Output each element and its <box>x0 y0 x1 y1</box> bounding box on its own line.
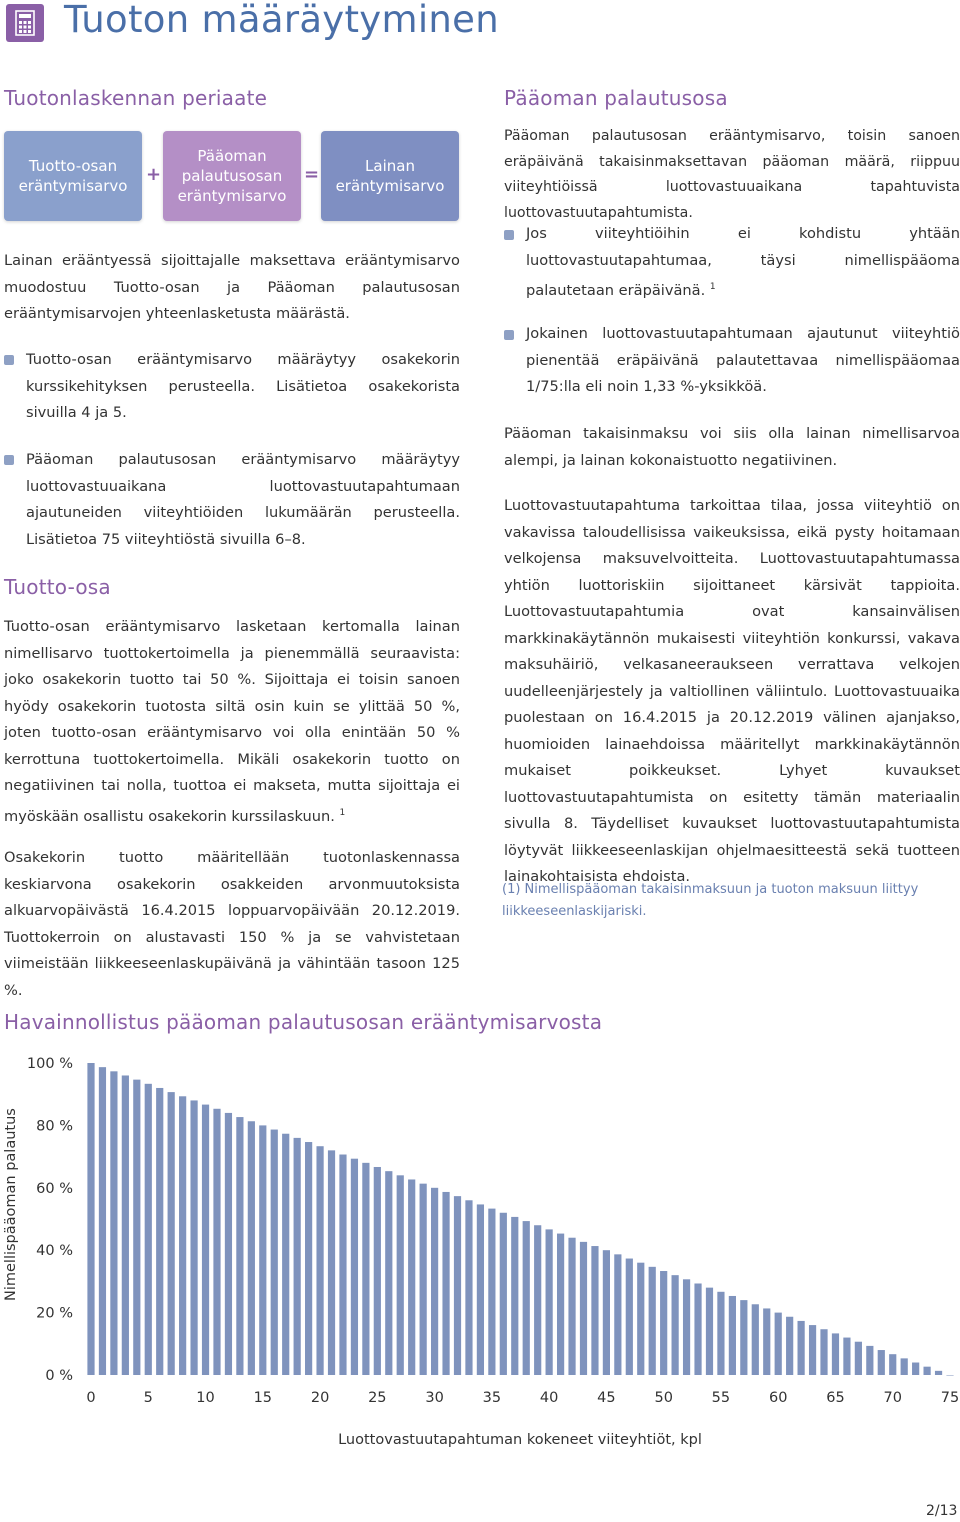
chart-bar <box>866 1346 873 1375</box>
chart-bar <box>477 1204 484 1375</box>
bullet-paaoma-text: Pääoman palautusosan erääntymisarvo määräytyy luottovastuuaikana luottovastuutapahtumaan ajautuneiden viiteyhtiöiden lukumäärän perusteella. Lisätietoa 75 viiteyhtiöstä sivuilla 6–8. <box>26 451 460 548</box>
chart-bar <box>546 1229 553 1375</box>
intro-paragraph: Lainan erääntyessä sijoittajalle maksettava erääntymisarvo muodostuu Tuotto-osan ja Pääoman palautusosan erääntymisarvojen yhteenlasketusta määrästä. <box>4 252 460 322</box>
chart-bar <box>717 1292 724 1375</box>
x-tick-label: 40 <box>539 1390 559 1406</box>
chart-bar <box>786 1317 793 1375</box>
chart-bar <box>248 1121 255 1375</box>
chart-bar <box>580 1242 587 1375</box>
chart-bar <box>660 1271 667 1375</box>
bullet-each-event: Jokainen luottovastuutapahtumaan ajautunut viiteyhtiö pienentää eräpäivänä palautettavaa nimellispääomaa 1/75:lla eli noin 1,33 %-yksikköä. <box>526 325 960 395</box>
footnote-ref: 1 <box>339 807 346 818</box>
chart-bar <box>156 1088 163 1375</box>
chart-bar <box>225 1113 232 1375</box>
chart-bar <box>213 1109 220 1375</box>
x-tick-label: 55 <box>711 1390 731 1406</box>
bullet-no-events-text: Jos viiteyhtiöihin ei kohdistu yhtään luottovastuutapahtumaa, täysi nimellispääoma palautetaan eräpäivänä. <box>526 225 960 299</box>
x-tick-label: 75 <box>940 1390 960 1406</box>
y-tick-label: 40 % <box>36 1243 73 1260</box>
chart-bar <box>775 1313 782 1375</box>
chart-bar <box>202 1105 209 1375</box>
equals-sign: = <box>304 164 320 185</box>
chart-bar <box>534 1225 541 1375</box>
chart-bar <box>454 1196 461 1375</box>
x-tick-label: 30 <box>425 1390 444 1406</box>
chart-bar <box>190 1100 197 1375</box>
chart-bar <box>603 1250 610 1375</box>
chart-bar <box>511 1217 518 1375</box>
x-tick-label: 15 <box>253 1390 273 1406</box>
chart-bar <box>649 1267 656 1375</box>
calculator-icon <box>6 4 44 42</box>
chart-bar <box>110 1071 117 1375</box>
y-tick-label: 80 % <box>36 1118 73 1135</box>
chart-bar <box>374 1167 381 1375</box>
x-tick-label: 20 <box>310 1390 330 1406</box>
flow-box-laina-label: Lainan eräntymisarvo <box>335 157 445 195</box>
x-tick-label: 65 <box>826 1390 845 1406</box>
flow-box-paaoma <box>163 131 301 221</box>
chart-bar <box>740 1300 747 1375</box>
chart-bar <box>855 1342 862 1375</box>
chart-bar <box>763 1308 770 1375</box>
chart-bar <box>832 1333 839 1375</box>
chart-bar <box>271 1130 278 1375</box>
chart-bar <box>912 1363 919 1375</box>
chart-bar <box>901 1358 908 1375</box>
chart-bar <box>328 1150 335 1375</box>
paaoma-paragraph-1: Pääoman palautusosan erääntymisarvo, toisin sanoen eräpäivänä takaisinmaksettavan pääoman määrä, riippuu viiteyhtiöissä luottovastuuaikana tapahtuvista luottovastuutapahtumista. <box>504 128 960 221</box>
chart-bar <box>889 1354 896 1375</box>
chart-bar <box>672 1275 679 1375</box>
paaoma-title: Pääoman palautusosa <box>504 86 728 110</box>
chart-bar <box>305 1142 312 1375</box>
bullet-marker <box>4 455 14 465</box>
x-tick-label: 50 <box>654 1390 673 1406</box>
chart-bar <box>442 1192 449 1375</box>
chart-bar <box>935 1371 942 1375</box>
page-number: 2/13 <box>926 1503 958 1519</box>
chart-bar <box>431 1188 438 1375</box>
chart-bar <box>385 1171 392 1375</box>
bullet-marker <box>4 355 14 365</box>
bullet-marker <box>504 330 514 340</box>
chart-bar <box>408 1179 415 1375</box>
y-tick-label: 20 % <box>36 1305 73 1322</box>
chart-bar <box>729 1296 736 1375</box>
chart-bar <box>798 1321 805 1375</box>
chart-bar <box>87 1063 94 1375</box>
chart-bar <box>637 1263 644 1375</box>
chart-bar <box>294 1138 301 1375</box>
chart-bar <box>614 1254 621 1375</box>
x-tick-label: 10 <box>196 1390 215 1406</box>
chart-bar <box>420 1184 427 1375</box>
flow-box-laina <box>321 131 459 221</box>
chart-bar <box>523 1221 530 1375</box>
y-tick-label: 60 % <box>36 1180 73 1197</box>
y-tick-label: 100 % <box>26 1056 73 1072</box>
principle-title: Tuotonlaskennan periaate <box>4 86 268 110</box>
chart-bar <box>500 1213 507 1375</box>
tuotto-paragraph-2: Osakekorin tuotto määritellään tuotonlaskennassa keskiarvona osakekorin osakkeiden arvonmuutoksista alkuarvopäivästä 16.4.2015 loppuarvopäivään 20.12.2019. Tuottokerroin on alustavasti 150 % ja se vahvistetaan viimeistään liikkeeseenlaskupäivänä ja vähintään tasoon 125 %. <box>4 849 460 999</box>
chart-bar <box>168 1092 175 1375</box>
tuotto-paragraph-1-text: Tuotto-osan erääntymisarvo lasketaan kertomalla lainan nimellisarvo tuottokertoimella ja pienemmällä seuraavista: joko osakekorin tuotto tai 50 %. Sijoittaja ei toisin sanoen hyödy osakekorin tuotosta siltä osin kuin se ylittää 50 %, joten tuotto-osan erääntymisarvo voi olla enintään 50 % kerrottuna tuottokertoimella. Mikäli osakekorin tuotto on negatiivinen tai nolla, tuottoa ei makseta, mutta sijoittaja ei myöskään osallistu osakekorin kurssilaskuun. <box>4 618 460 825</box>
chart-bar <box>465 1200 472 1375</box>
tuotto-title: Tuotto-osa <box>4 575 111 599</box>
chart-bar <box>133 1080 140 1375</box>
chart-bar <box>362 1163 369 1375</box>
chart-bar <box>820 1329 827 1375</box>
flow-box-tuotto-label: Tuotto-osan eräntymisarvo <box>18 157 128 195</box>
chart-bar <box>683 1279 690 1375</box>
chart-bar <box>488 1209 495 1375</box>
chart-bar <box>316 1146 323 1375</box>
chart-bar <box>923 1367 930 1375</box>
page-title: Tuoton määräytyminen <box>64 0 499 41</box>
x-tick-label: 25 <box>368 1390 387 1406</box>
chart-bar <box>809 1325 816 1375</box>
chart-bar <box>626 1259 633 1375</box>
chart-bar <box>557 1234 564 1375</box>
chart-bar <box>99 1067 106 1375</box>
x-axis-title: Luottovastuutapahtuman kokeneet viiteyhtiöt, kpl <box>338 1432 702 1448</box>
chart-bar <box>568 1238 575 1375</box>
paaoma-paragraph-2: Pääoman takaisinmaksu voi siis olla lainan nimellisarvoa alempi, ja lainan kokonaistuotto negatiivinen. <box>504 425 960 469</box>
chart-bar <box>339 1155 346 1375</box>
x-tick-label: 0 <box>86 1390 96 1406</box>
chart-bar <box>179 1096 186 1375</box>
chart-bar <box>843 1338 850 1375</box>
chart-bar <box>145 1084 152 1375</box>
x-tick-label: 45 <box>597 1390 616 1406</box>
chart-bar <box>122 1075 129 1375</box>
plus-sign: + <box>146 164 162 185</box>
flow-box-paaoma-label: Pääoman palautusosan eräntymisarvo <box>177 147 287 205</box>
x-tick-label: 70 <box>883 1390 902 1406</box>
chart-bar <box>397 1175 404 1375</box>
footnote: (1) Nimellispääoman takaisinmaksuun ja tuoton maksuun liittyy liikkeeseenlaskijariski. <box>502 882 919 919</box>
y-axis-title: Nimellispääoman palautus <box>3 1108 19 1301</box>
x-tick-label: 35 <box>482 1390 502 1406</box>
chart-bar <box>878 1350 885 1375</box>
y-tick-label: 0 % <box>45 1368 73 1384</box>
x-tick-label: 60 <box>768 1390 788 1406</box>
bar-chart <box>0 1040 960 1430</box>
chart-bar <box>351 1159 358 1375</box>
x-tick-label: 5 <box>143 1390 153 1406</box>
chart-bar <box>236 1117 243 1375</box>
chart-bar <box>752 1304 759 1375</box>
paaoma-paragraph-3: Luottovastuutapahtuma tarkoittaa tilaa, jossa viiteyhtiö on vakavissa taloudellisissa vaikeuksissa, eikä pysty hoitamaan velkojensa maksuvelvoitteita. Luottovastuutapahtumassa yhtiön luottoriskiin sijoittaneet kärsivät tappioita. Luottovastuutapahtumia ovat kansainvälisen markkinakäytännön mukaisesti viiteyhtiön konkurssi, vakava maksuhäiriö, velkasaneeraukseen verrattava velkojen uudelleenjärjestely ja valtiollinen väliintulo. Luottovastuuaika puolestaan on 16.4.2015 ja 20.12.2019 välinen ajanjakso, huomioiden lainaehdoissa määritellyt markkinakäytännön mukaiset poikkeukset. Lyhyet kuvaukset luottovastuutapahtumista on esitetty tämän materiaalin sivulla 8. Täydelliset kuvaukset luottovastuutapahtumista löytyvät liikkeeseenlaskijan ohjelmaesitteestä sekä tuotteen lainakohtaisista ehdoista. <box>504 497 960 885</box>
chart-bar <box>282 1134 289 1375</box>
tuotto-paragraph-1 <box>4 614 460 830</box>
flow-box-tuotto <box>4 131 142 221</box>
bullet-marker <box>504 230 514 240</box>
chart-bar <box>591 1246 598 1375</box>
chart-bar <box>706 1288 713 1375</box>
chart-bar <box>946 1375 953 1376</box>
bullet-no-events <box>526 221 960 304</box>
chart-bar <box>694 1283 701 1375</box>
footnote-ref: 1 <box>709 282 716 292</box>
bullet-tuotto-text: Tuotto-osan erääntymisarvo määräytyy osakekorin kurssikehityksen perusteella. Lisätietoa osakekorista sivuilla 4 ja 5. <box>26 351 460 421</box>
chart-title: Havainnollistus pääoman palautusosan erääntymisarvosta <box>4 1010 603 1034</box>
chart-bar <box>259 1125 266 1375</box>
